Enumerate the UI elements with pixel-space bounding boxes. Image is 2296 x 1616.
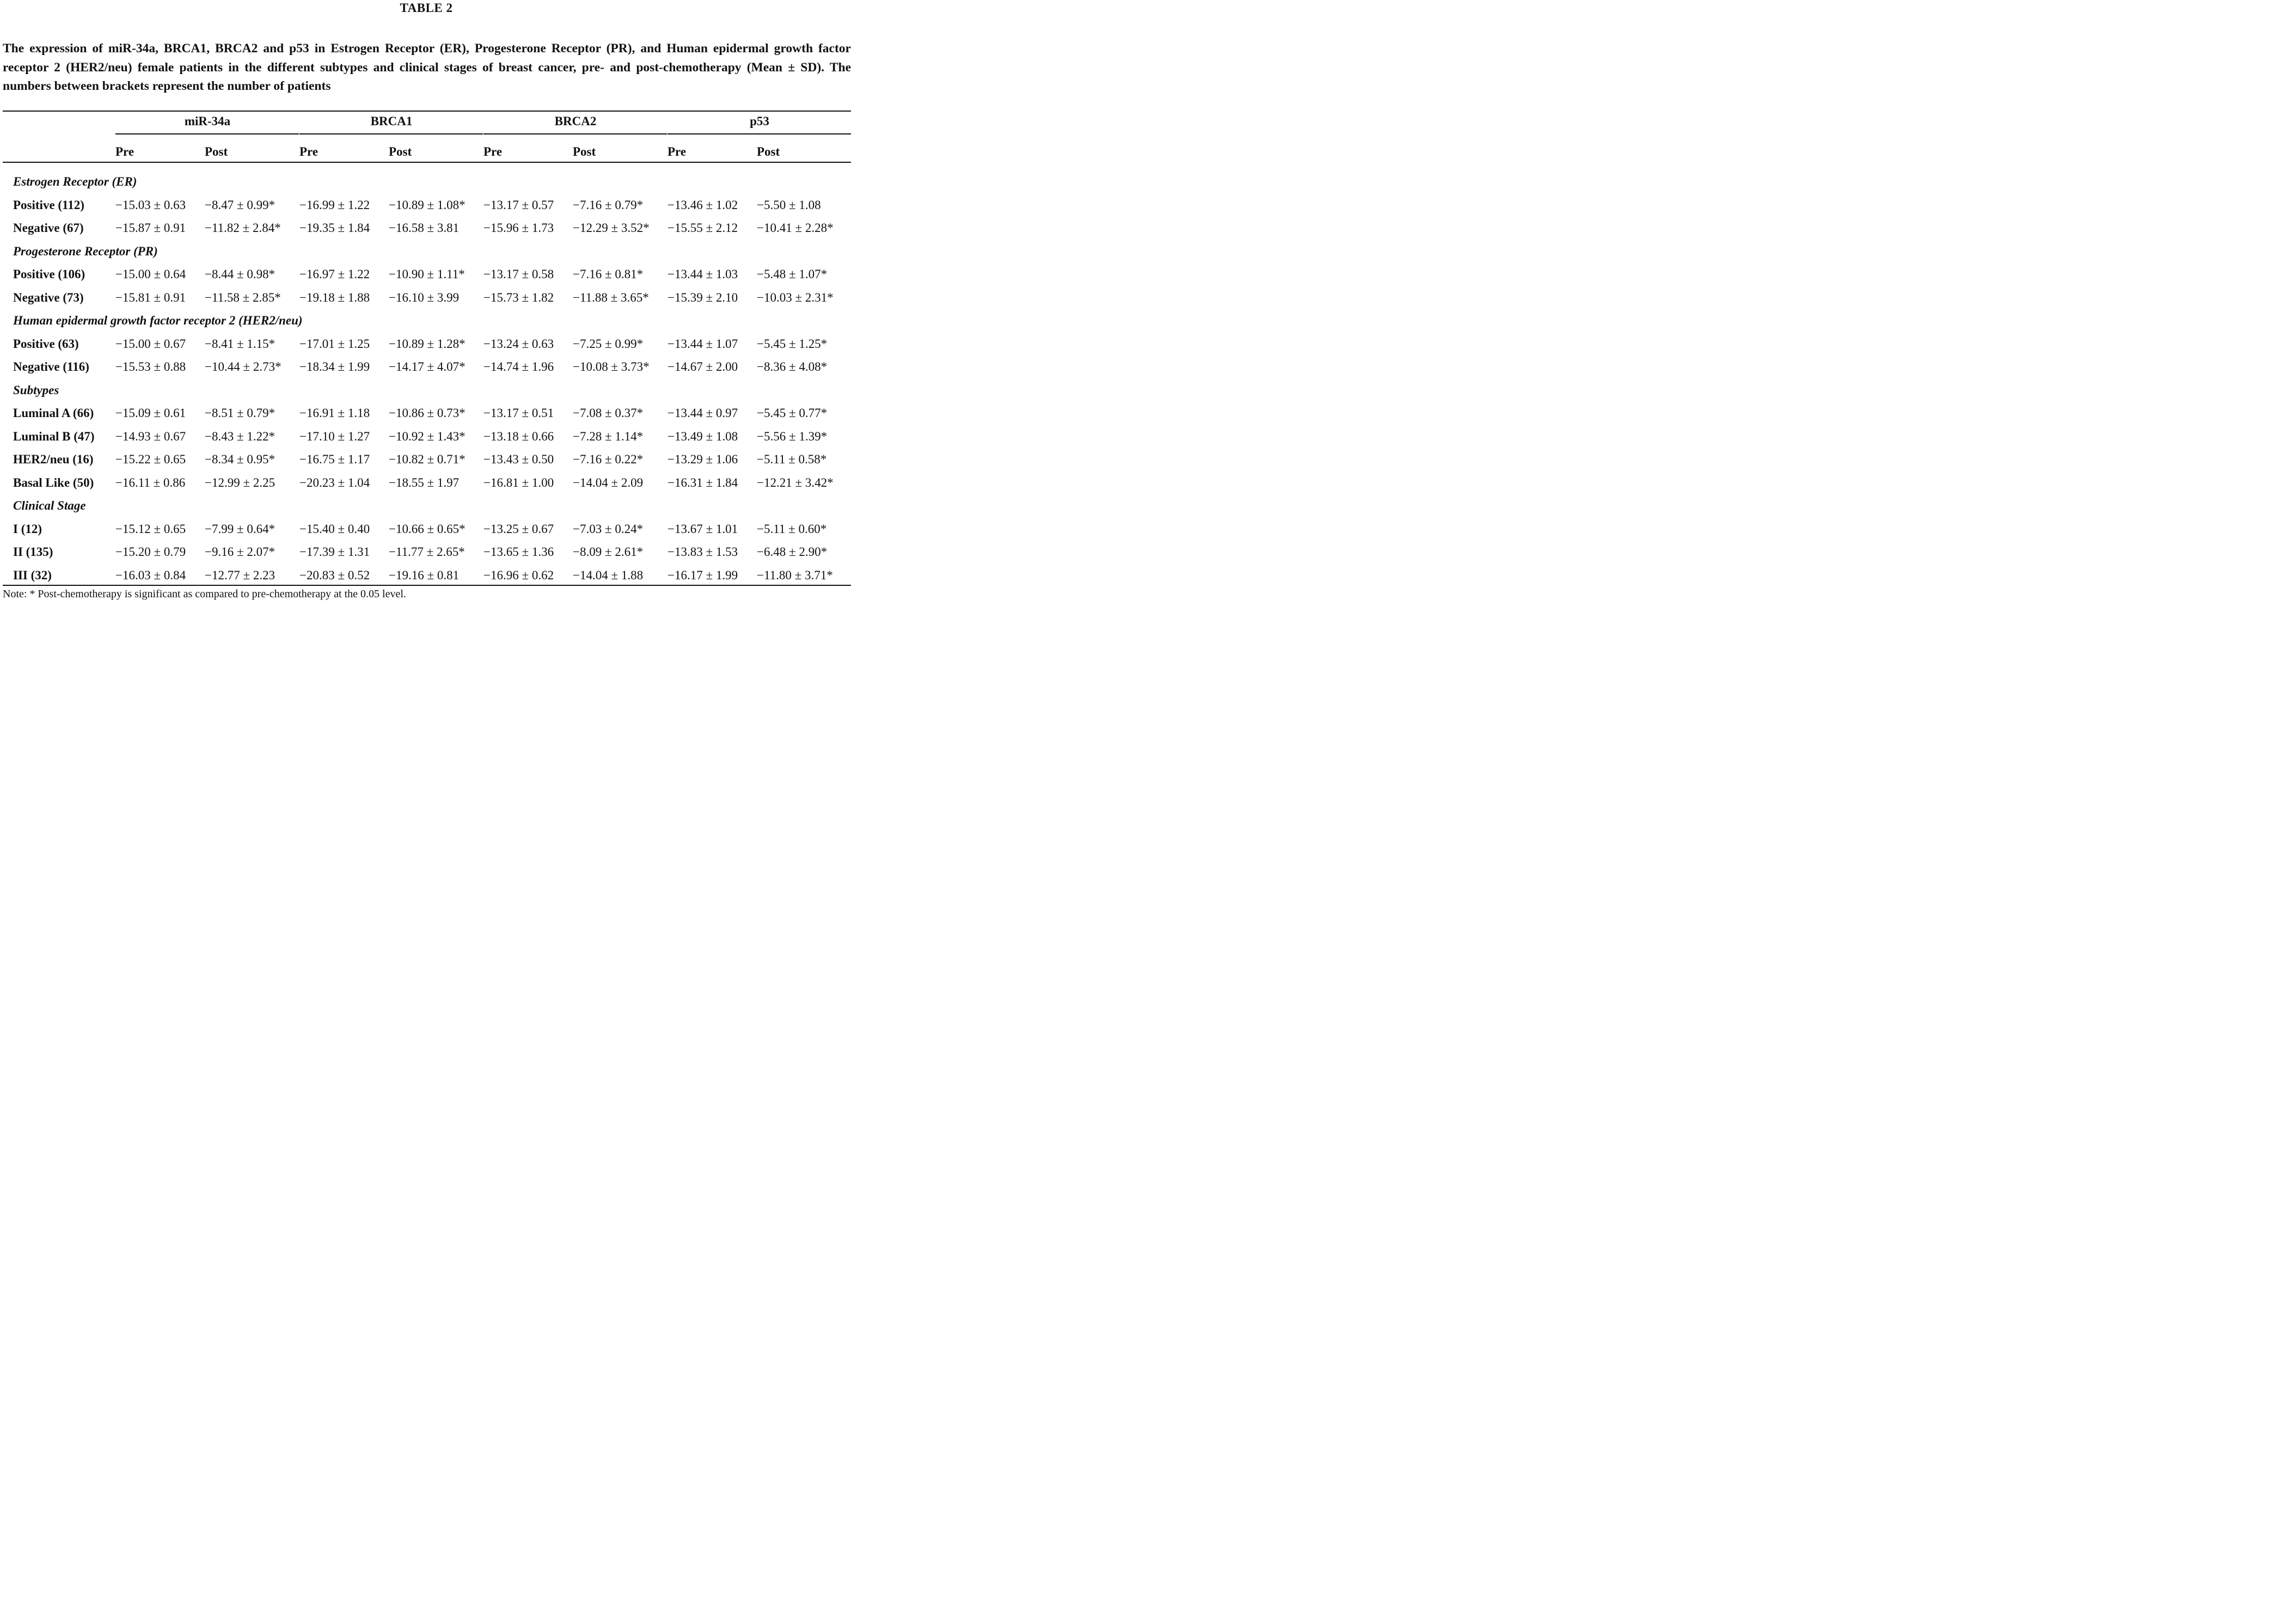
table-cell: −7.08 ± 0.37* (573, 406, 644, 420)
subcol-header: Post (757, 145, 780, 158)
table-cell: −17.39 ± 1.31 (299, 545, 370, 559)
table-cell: −20.83 ± 0.52 (299, 568, 370, 582)
subcol-header: Pre (483, 145, 503, 158)
table-cell: −11.58 ± 2.85* (205, 290, 281, 304)
table-note: Note: * Post-chemotherapy is significant as compared to pre-chemotherapy at the 0.05 level. (3, 588, 406, 600)
table-cell: −16.03 ± 0.84 (115, 568, 186, 582)
section-header: Human epidermal growth factor receptor 2 (HER2/neu) (13, 314, 303, 327)
table-cell: −6.48 ± 2.90* (757, 545, 828, 559)
row-label: Luminal B (47) (13, 429, 95, 443)
table-cell: −14.04 ± 1.88 (573, 568, 644, 582)
group-rule (483, 133, 667, 134)
table-cell: −12.21 ± 3.42* (757, 475, 834, 489)
table-cell: −19.35 ± 1.84 (299, 221, 370, 235)
row-label: Positive (112) (13, 198, 84, 212)
table-cell: −13.44 ± 1.07 (668, 336, 738, 351)
table-cell: −12.77 ± 2.23 (205, 568, 275, 582)
table-cell: −15.73 ± 1.82 (483, 290, 554, 304)
row-label: II (135) (13, 545, 53, 559)
table-cell: −16.91 ± 1.18 (299, 406, 370, 420)
table-cell: −15.20 ± 0.79 (115, 545, 186, 559)
table-cell: −5.56 ± 1.39* (757, 429, 828, 443)
table-cell: −15.00 ± 0.64 (115, 267, 186, 281)
table-cell: −16.31 ± 1.84 (668, 475, 738, 489)
group-header: miR-34a (184, 114, 231, 128)
table-cell: −10.03 ± 2.31* (757, 290, 834, 304)
table-cell: −11.80 ± 3.71* (757, 568, 833, 582)
group-rule (299, 133, 483, 134)
table-cell: −15.96 ± 1.73 (483, 221, 554, 235)
section-header: Subtypes (13, 383, 59, 397)
table-cell: −5.50 ± 1.08 (757, 198, 821, 212)
table-cell: −17.10 ± 1.27 (299, 429, 370, 443)
table-cell: −5.48 ± 1.07* (757, 267, 828, 281)
table-label: TABLE 2 (400, 1, 453, 15)
table-cell: −17.01 ± 1.25 (299, 336, 370, 351)
subcol-header: Pre (668, 145, 687, 158)
table-cell: −16.17 ± 1.99 (668, 568, 738, 582)
table-cell: −10.41 ± 2.28* (757, 221, 834, 235)
table-cell: −7.25 ± 0.99* (573, 336, 644, 351)
table-cell: −14.04 ± 2.09 (573, 475, 644, 489)
section-header: Progesterone Receptor (PR) (13, 244, 158, 258)
table-cell: −16.10 ± 3.99 (389, 290, 460, 304)
table-cell: −11.82 ± 2.84* (205, 221, 281, 235)
table-cell: −10.89 ± 1.28* (389, 336, 466, 351)
row-label: I (12) (13, 522, 42, 536)
subcol-header: Pre (115, 145, 134, 158)
table-cell: −7.16 ± 0.81* (573, 267, 644, 281)
table-cell: −12.99 ± 2.25 (205, 475, 275, 489)
table-bottom-rule (3, 585, 851, 586)
table-cell: −5.45 ± 0.77* (757, 406, 828, 420)
table-cell: −10.89 ± 1.08* (389, 198, 466, 212)
table-cell: −10.08 ± 3.73* (573, 360, 650, 374)
table-cell: −16.81 ± 1.00 (483, 475, 554, 489)
group-header: p53 (750, 114, 769, 128)
table-cell: −18.55 ± 1.97 (389, 475, 460, 489)
section-header: Estrogen Receptor (ER) (13, 175, 137, 188)
table-cell: −8.41 ± 1.15* (205, 336, 275, 351)
group-header: BRCA2 (554, 114, 597, 128)
table-cell: −8.34 ± 0.95* (205, 452, 275, 466)
table-cell: −9.16 ± 2.07* (205, 545, 275, 559)
table-cell: −13.83 ± 1.53 (668, 545, 738, 559)
row-label: Positive (63) (13, 336, 79, 351)
table-cell: −13.29 ± 1.06 (668, 452, 738, 466)
subcol-header: Pre (299, 145, 319, 158)
table-cell: −15.40 ± 0.40 (299, 522, 370, 536)
table-caption: The expression of miR-34a, BRCA1, BRCA2 and p53 in Estrogen Receptor (ER), Progesterone Receptor (PR), and Human epidermal growth factor receptor 2 (HER2/neu) female patients in the different subtypes and clinical stages of breast cancer, pre- and post-chemotherapy (Mean ± SD). The numbers between brackets represent the number of patients (3, 41, 851, 93)
table-cell: −15.03 ± 0.63 (115, 198, 186, 212)
table-cell: −10.44 ± 2.73* (205, 360, 281, 374)
table-cell: −15.55 ± 2.12 (668, 221, 738, 235)
table-cell: −7.16 ± 0.22* (573, 452, 644, 466)
table-cell: −13.17 ± 0.51 (483, 406, 554, 420)
table-cell: −15.87 ± 0.91 (115, 221, 186, 235)
table-cell: −13.44 ± 0.97 (668, 406, 738, 420)
group-rule (115, 133, 299, 134)
row-label: Basal Like (50) (13, 475, 94, 489)
table-cell: −16.96 ± 0.62 (483, 568, 554, 582)
table-cell: −11.77 ± 2.65* (389, 545, 465, 559)
table-cell: −13.18 ± 0.66 (483, 429, 554, 443)
table-cell: −14.93 ± 0.67 (115, 429, 186, 443)
table-cell: −13.17 ± 0.58 (483, 267, 554, 281)
table-cell: −18.34 ± 1.99 (299, 360, 370, 374)
table-cell: −19.16 ± 0.81 (389, 568, 460, 582)
table-cell: −5.11 ± 0.60* (757, 522, 827, 536)
subcol-header: Post (573, 145, 596, 158)
table-cell: −14.67 ± 2.00 (668, 360, 738, 374)
row-label: Negative (67) (13, 221, 84, 235)
table-cell: −16.97 ± 1.22 (299, 267, 370, 281)
row-label: HER2/neu (16) (13, 452, 94, 466)
group-header: BRCA1 (370, 114, 413, 128)
table-cell: −7.03 ± 0.24* (573, 522, 644, 536)
table-cell: −8.47 ± 0.99* (205, 198, 275, 212)
table-cell: −7.16 ± 0.79* (573, 198, 644, 212)
table-cell: −7.28 ± 1.14* (573, 429, 644, 443)
table-cell: −7.99 ± 0.64* (205, 522, 275, 536)
table-cell: −15.53 ± 0.88 (115, 360, 186, 374)
section-header: Clinical Stage (13, 499, 86, 512)
table-cell: −13.24 ± 0.63 (483, 336, 554, 351)
table-cell: −8.36 ± 4.08* (757, 360, 828, 374)
table-cell: −16.99 ± 1.22 (299, 198, 370, 212)
table-cell: −14.17 ± 4.07* (389, 360, 466, 374)
row-label: Negative (116) (13, 360, 89, 374)
header-bottom-rule (3, 162, 851, 163)
table-cell: −13.65 ± 1.36 (483, 545, 554, 559)
table-cell: −16.58 ± 3.81 (389, 221, 460, 235)
table-cell: −5.11 ± 0.58* (757, 452, 827, 466)
row-label: Negative (73) (13, 290, 84, 304)
row-label: Luminal A (66) (13, 406, 94, 420)
table-cell: −13.49 ± 1.08 (668, 429, 738, 443)
table-cell: −15.09 ± 0.61 (115, 406, 186, 420)
table-cell: −15.39 ± 2.10 (668, 290, 738, 304)
subcol-header: Post (205, 145, 228, 158)
table-cell: −16.11 ± 0.86 (115, 475, 186, 489)
table-top-rule (3, 111, 851, 112)
table-cell: −13.25 ± 0.67 (483, 522, 554, 536)
table-cell: −8.09 ± 2.61* (573, 545, 644, 559)
table-cell: −16.75 ± 1.17 (299, 452, 370, 466)
group-rule (668, 133, 851, 134)
subcol-header: Post (389, 145, 412, 158)
row-label: III (32) (13, 568, 52, 582)
table-cell: −10.82 ± 0.71* (389, 452, 466, 466)
table-cell: −19.18 ± 1.88 (299, 290, 370, 304)
table-cell: −15.22 ± 0.65 (115, 452, 186, 466)
table-cell: −10.86 ± 0.73* (389, 406, 466, 420)
table-cell: −5.45 ± 1.25* (757, 336, 828, 351)
table-cell: −13.46 ± 1.02 (668, 198, 738, 212)
table-cell: −15.81 ± 0.91 (115, 290, 186, 304)
table-cell: −13.44 ± 1.03 (668, 267, 738, 281)
table-cell: −15.00 ± 0.67 (115, 336, 186, 351)
table-cell: −12.29 ± 3.52* (573, 221, 650, 235)
table-cell: −13.43 ± 0.50 (483, 452, 554, 466)
table-cell: −13.67 ± 1.01 (668, 522, 738, 536)
table-cell: −20.23 ± 1.04 (299, 475, 370, 489)
table-cell: −13.17 ± 0.57 (483, 198, 554, 212)
table-cell: −10.92 ± 1.43* (389, 429, 466, 443)
table-cell: −15.12 ± 0.65 (115, 522, 186, 536)
table-cell: −8.43 ± 1.22* (205, 429, 275, 443)
table-cell: −10.66 ± 0.65* (389, 522, 466, 536)
table-cell: −14.74 ± 1.96 (483, 360, 554, 374)
table-cell: −8.51 ± 0.79* (205, 406, 275, 420)
table-cell: −10.90 ± 1.11* (389, 267, 465, 281)
table-cell: −11.88 ± 3.65* (573, 290, 649, 304)
table-cell: −8.44 ± 0.98* (205, 267, 275, 281)
row-label: Positive (106) (13, 267, 85, 281)
